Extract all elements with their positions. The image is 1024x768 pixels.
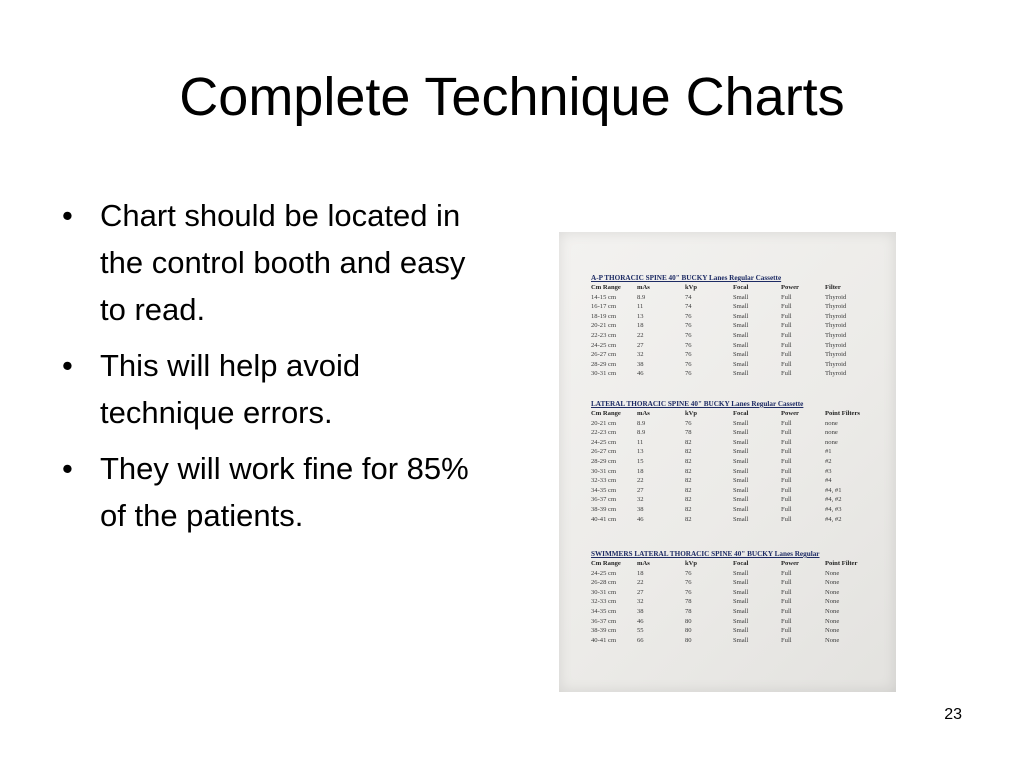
column-header: Cm Range (591, 284, 621, 291)
bullet-text: Chart should be located in the control booth and easy to read. (100, 198, 466, 327)
column-header: Focal (733, 410, 749, 417)
table-cell: Thyroid (825, 312, 847, 320)
table-cell: 11 (637, 303, 644, 311)
table-cell: Small (733, 351, 749, 359)
table-cell: 18 (637, 569, 644, 577)
table-cell: 76 (685, 331, 692, 339)
table-cell: 30-31 cm (591, 467, 617, 475)
table-cell: #4 (825, 477, 832, 485)
column-header: Cm Range (591, 560, 621, 567)
table-cell: 27 (637, 341, 644, 349)
table-cell: 36-37 cm (591, 496, 617, 504)
table-cell: 66 (637, 636, 644, 644)
table-row (591, 341, 875, 351)
table-cell: 82 (685, 515, 692, 523)
table-row (591, 476, 875, 486)
table-cell: Thyroid (825, 360, 847, 368)
table-cell: Small (733, 360, 749, 368)
table-cell: 26-27 cm (591, 448, 617, 456)
table-cell: Small (733, 477, 749, 485)
table-cell: Small (733, 370, 749, 378)
table-cell: 24-25 cm (591, 341, 617, 349)
table-cell: 76 (685, 579, 692, 587)
table-cell: Full (781, 579, 792, 587)
table-cell: 27 (637, 588, 644, 596)
table-cell: 76 (685, 569, 692, 577)
table-header-row (591, 409, 875, 419)
table-cell: 32 (637, 496, 644, 504)
table-cell: Full (781, 496, 792, 504)
table-cell: 80 (685, 636, 692, 644)
table-cell: Full (781, 429, 792, 437)
table-cell: 82 (685, 457, 692, 465)
table-cell: 24-25 cm (591, 569, 617, 577)
table-cell: 22 (637, 477, 644, 485)
technique-table (591, 559, 875, 645)
table-cell: Thyroid (825, 331, 847, 339)
table-cell: 82 (685, 438, 692, 446)
table-cell: 80 (685, 627, 692, 635)
table-cell: None (825, 607, 840, 615)
table-cell: Full (781, 486, 792, 494)
table-cell: None (825, 588, 840, 596)
table-cell: None (825, 579, 840, 587)
table-cell: 34-35 cm (591, 607, 617, 615)
table-cell: none (825, 429, 838, 437)
table-cell: Full (781, 598, 792, 606)
table-cell: 78 (685, 429, 692, 437)
column-header: kVp (685, 284, 698, 291)
table-row (591, 597, 875, 607)
table-row (591, 569, 875, 579)
table-cell: Full (781, 607, 792, 615)
table-cell: #3 (825, 467, 832, 475)
column-header: Point Filters (825, 410, 860, 417)
table-row (591, 607, 875, 617)
table-cell: Full (781, 341, 792, 349)
table-cell: Small (733, 627, 749, 635)
table-row (591, 331, 875, 341)
table-row (591, 312, 875, 322)
table-cell: Full (781, 293, 792, 301)
table-cell: 46 (637, 370, 644, 378)
table-cell: 11 (637, 438, 644, 446)
table-cell: 32-33 cm (591, 598, 617, 606)
table-cell: Small (733, 515, 749, 523)
column-header: mAs (637, 410, 650, 417)
table-row (591, 360, 875, 370)
table-cell: Full (781, 351, 792, 359)
table-cell: 18 (637, 467, 644, 475)
table-row (591, 617, 875, 627)
table-cell: Full (781, 322, 792, 330)
table-cell: 8.9 (637, 419, 646, 427)
table-cell: 76 (685, 312, 692, 320)
table-cell: Small (733, 505, 749, 513)
table-cell: Small (733, 312, 749, 320)
table-cell: 74 (685, 303, 692, 311)
table-cell: #1 (825, 448, 832, 456)
table-cell: 76 (685, 322, 692, 330)
table-cell: #4, #2 (825, 515, 842, 523)
bullet-mark: • (62, 348, 73, 383)
table-cell: Small (733, 588, 749, 596)
table-cell: 36-37 cm (591, 617, 617, 625)
table-cell: 55 (637, 627, 644, 635)
table-cell: #2 (825, 457, 832, 465)
table-cell: 38 (637, 360, 644, 368)
table-cell: Full (781, 515, 792, 523)
table-row (591, 486, 875, 496)
table-cell: 82 (685, 486, 692, 494)
technique-table (591, 283, 875, 379)
table-header-row (591, 283, 875, 293)
column-header: kVp (685, 410, 698, 417)
bullet-mark: • (62, 198, 73, 233)
table-cell: 18-19 cm (591, 312, 617, 320)
table-cell: Full (781, 588, 792, 596)
table-cell: Full (781, 419, 792, 427)
table-cell: 76 (685, 419, 692, 427)
table-row (591, 438, 875, 448)
table-cell: 20-21 cm (591, 322, 617, 330)
table-cell: 80 (685, 617, 692, 625)
table-cell: 14-15 cm (591, 293, 617, 301)
table-cell: 22 (637, 579, 644, 587)
column-header: Focal (733, 284, 749, 291)
table-cell: 40-41 cm (591, 636, 617, 644)
table-cell: 30-31 cm (591, 588, 617, 596)
column-header: mAs (637, 560, 650, 567)
table-cell: Small (733, 293, 749, 301)
table-cell: 74 (685, 293, 692, 301)
table-header-row (591, 559, 875, 569)
bullet-mark: • (62, 451, 73, 486)
table-cell: 46 (637, 515, 644, 523)
table-cell: 22 (637, 331, 644, 339)
column-header: Point Filter (825, 560, 858, 567)
column-header: mAs (637, 284, 650, 291)
table-cell: None (825, 569, 840, 577)
table-cell: 27 (637, 486, 644, 494)
table-cell: Small (733, 496, 749, 504)
table-cell: 46 (637, 617, 644, 625)
chart-title: LATERAL THORACIC SPINE 40" BUCKY Lanes Regular Cassette (591, 400, 804, 408)
table-cell: 8.9 (637, 429, 646, 437)
table-cell: #4, #1 (825, 486, 842, 494)
table-cell: Small (733, 322, 749, 330)
table-cell: Full (781, 627, 792, 635)
table-cell: 82 (685, 467, 692, 475)
table-cell: Full (781, 438, 792, 446)
table-row (591, 505, 875, 515)
table-row (591, 588, 875, 598)
table-row (591, 419, 875, 429)
table-cell: Full (781, 467, 792, 475)
table-cell: Full (781, 331, 792, 339)
chart-section-lateral (591, 400, 875, 524)
table-cell: 30-31 cm (591, 370, 617, 378)
table-cell: #4, #2 (825, 496, 842, 504)
table-cell: 22-23 cm (591, 331, 617, 339)
bullet-text: They will work fine for 85% of the patients. (100, 451, 469, 533)
table-cell: Small (733, 579, 749, 587)
table-cell: 82 (685, 448, 692, 456)
bullet-text: This will help avoid technique errors. (100, 348, 361, 430)
table-cell: 82 (685, 477, 692, 485)
table-cell: Thyroid (825, 351, 847, 359)
table-cell: Small (733, 636, 749, 644)
table-cell: Small (733, 438, 749, 446)
table-cell: 32-33 cm (591, 477, 617, 485)
table-cell: Small (733, 467, 749, 475)
table-cell: 16-17 cm (591, 303, 617, 311)
table-cell: 76 (685, 341, 692, 349)
table-cell: 13 (637, 448, 644, 456)
table-cell: 15 (637, 457, 644, 465)
table-row (591, 293, 875, 303)
table-cell: Thyroid (825, 293, 847, 301)
table-cell: Full (781, 457, 792, 465)
table-cell: Full (781, 505, 792, 513)
table-row (591, 302, 875, 312)
table-cell: 34-35 cm (591, 486, 617, 494)
table-row (591, 350, 875, 360)
table-cell: Small (733, 341, 749, 349)
chart-title: A-P THORACIC SPINE 40" BUCKY Lanes Regular Cassette (591, 274, 782, 282)
table-cell: none (825, 419, 838, 427)
table-cell: 38 (637, 607, 644, 615)
table-cell: 26-27 cm (591, 351, 617, 359)
table-cell: 82 (685, 496, 692, 504)
table-cell: None (825, 598, 840, 606)
technique-table (591, 409, 875, 524)
table-row (591, 636, 875, 646)
column-header: Power (781, 284, 799, 291)
table-cell: Small (733, 486, 749, 494)
page-number: 23 (944, 706, 962, 723)
table-cell: 32 (637, 351, 644, 359)
table-cell: 76 (685, 351, 692, 359)
table-cell: Full (781, 360, 792, 368)
table-cell: Thyroid (825, 341, 847, 349)
table-cell: 26-28 cm (591, 579, 617, 587)
chart-title: SWIMMERS LATERAL THORACIC SPINE 40" BUCKY Lanes Regular (591, 550, 820, 558)
table-cell: Small (733, 448, 749, 456)
table-row (591, 467, 875, 477)
table-row (591, 495, 875, 505)
table-cell: 8.9 (637, 293, 646, 301)
column-header: Focal (733, 560, 749, 567)
chart-section-swimmers (591, 550, 875, 645)
table-row (591, 457, 875, 467)
bullet-item (62, 342, 494, 436)
table-row (591, 369, 875, 379)
table-cell: Small (733, 419, 749, 427)
table-cell: Small (733, 457, 749, 465)
table-cell: Full (781, 636, 792, 644)
table-cell: 22-23 cm (591, 429, 617, 437)
table-cell: Thyroid (825, 322, 847, 330)
table-row (591, 626, 875, 636)
table-cell: none (825, 438, 838, 446)
table-cell: Small (733, 569, 749, 577)
table-cell: Small (733, 429, 749, 437)
table-cell: 76 (685, 360, 692, 368)
bullet-list (62, 192, 494, 548)
table-cell: None (825, 636, 840, 644)
table-cell: 24-25 cm (591, 438, 617, 446)
column-header: kVp (685, 560, 698, 567)
slide-title: Complete Technique Charts (179, 67, 845, 127)
table-row (591, 447, 875, 457)
table-cell: 76 (685, 588, 692, 596)
table-cell: 28-29 cm (591, 457, 617, 465)
table-row (591, 428, 875, 438)
table-cell: 18 (637, 322, 644, 330)
table-cell: None (825, 617, 840, 625)
table-row (591, 321, 875, 331)
table-cell: 32 (637, 598, 644, 606)
table-cell: Full (781, 370, 792, 378)
table-cell: 78 (685, 607, 692, 615)
chart-section-ap (591, 274, 875, 379)
table-cell: 28-29 cm (591, 360, 617, 368)
table-cell: Small (733, 598, 749, 606)
table-cell: Full (781, 477, 792, 485)
table-cell: Thyroid (825, 303, 847, 311)
table-cell: Full (781, 569, 792, 577)
column-header: Power (781, 560, 799, 567)
bullet-item (62, 445, 494, 539)
table-cell: None (825, 627, 840, 635)
table-row (591, 578, 875, 588)
table-cell: Small (733, 331, 749, 339)
table-cell: 38-39 cm (591, 627, 617, 635)
column-header: Power (781, 410, 799, 417)
table-row (591, 515, 875, 525)
table-cell: 40-41 cm (591, 515, 617, 523)
table-cell: Small (733, 303, 749, 311)
table-cell: 78 (685, 598, 692, 606)
table-cell: Small (733, 607, 749, 615)
table-cell: Full (781, 617, 792, 625)
table-cell: 38 (637, 505, 644, 513)
table-cell: 82 (685, 505, 692, 513)
table-cell: 13 (637, 312, 644, 320)
table-cell: Thyroid (825, 370, 847, 378)
table-cell: Small (733, 617, 749, 625)
bullet-item (62, 192, 494, 333)
table-cell: Full (781, 312, 792, 320)
table-cell: #4, #3 (825, 505, 842, 513)
table-cell: Full (781, 448, 792, 456)
table-cell: 38-39 cm (591, 505, 617, 513)
table-cell: 20-21 cm (591, 419, 617, 427)
column-header: Cm Range (591, 410, 621, 417)
technique-chart-photo (559, 232, 896, 692)
table-cell: Full (781, 303, 792, 311)
table-cell: 76 (685, 370, 692, 378)
column-header: Filter (825, 284, 841, 291)
